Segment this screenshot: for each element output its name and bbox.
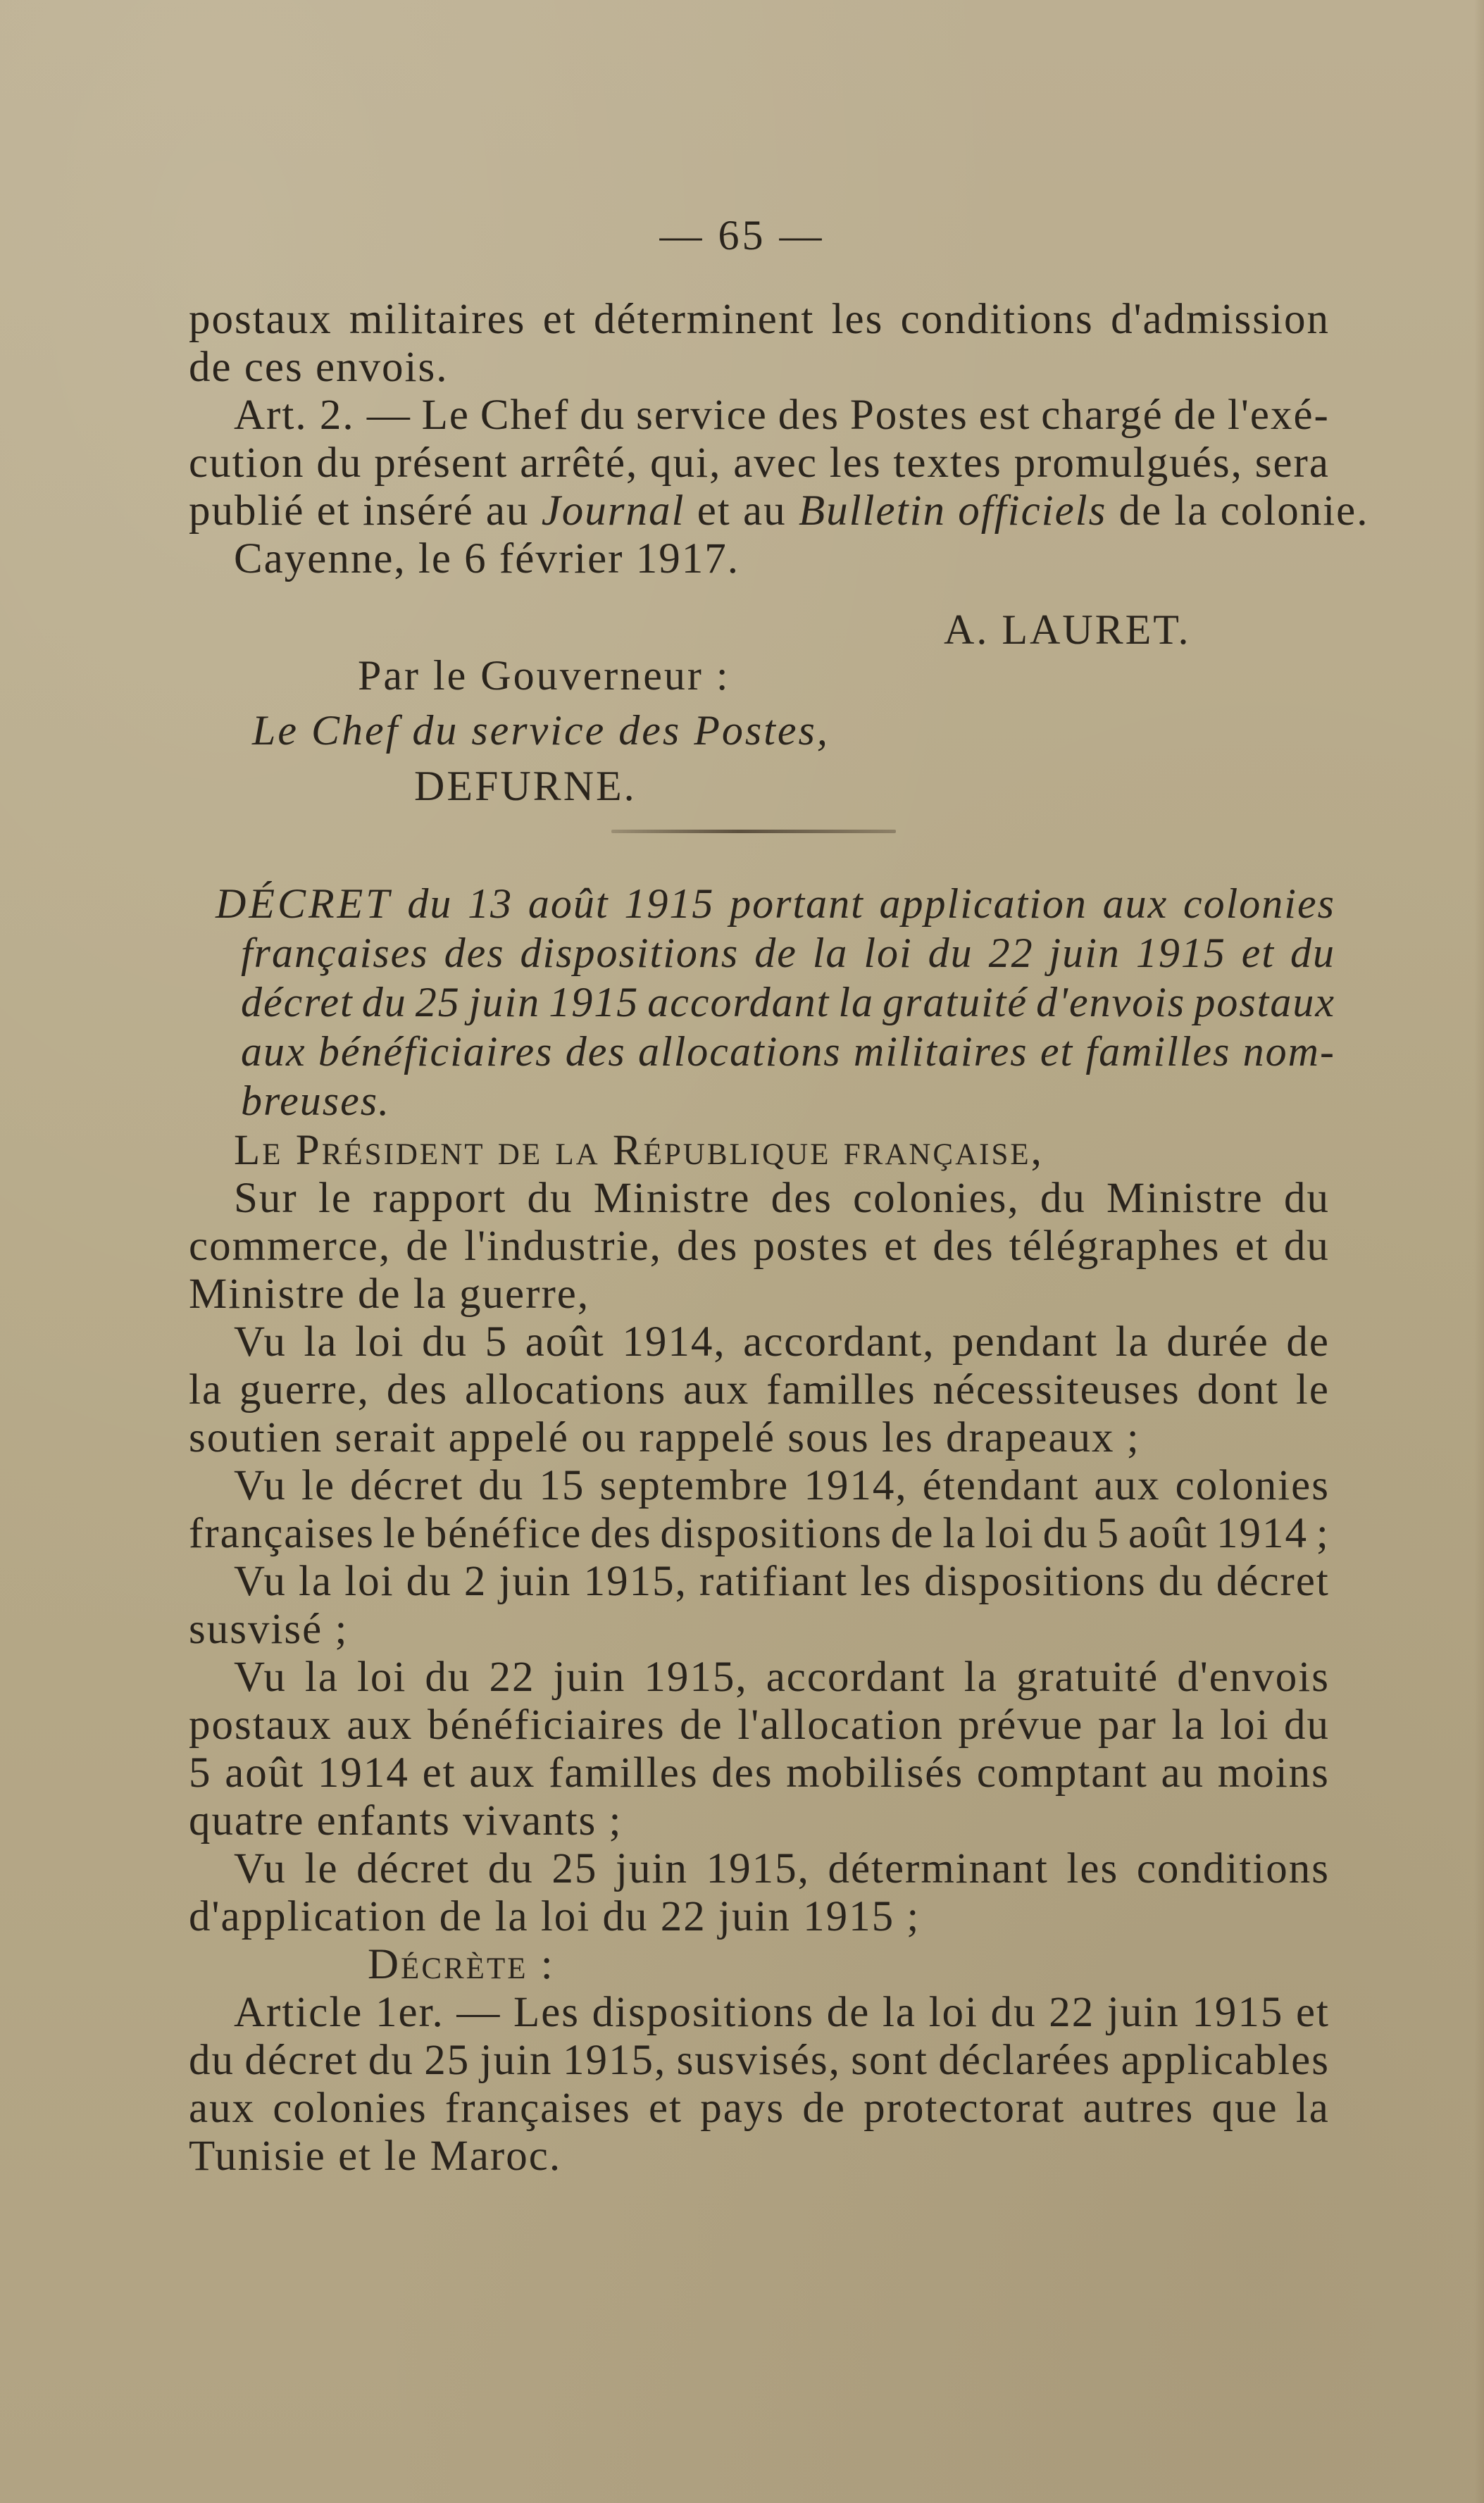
article-1 bbox=[189, 1989, 1330, 2180]
signatory: A. LAURET. bbox=[944, 606, 1191, 653]
decree-heading bbox=[216, 879, 1335, 1125]
consideration-1-line-1: Sur le rapport du Ministre des colonies, du Ministre du bbox=[234, 1175, 1330, 1222]
consideration-1-last-line: Ministre de la guerre, bbox=[189, 1271, 590, 1318]
article-1-line-1: Article 1er. — Les dispositions de la loi du 22 juin 1915 et bbox=[234, 1989, 1330, 2036]
article-2-line-2: cution du présent arrêté, qui, avec les textes promulgués, sera bbox=[189, 439, 1330, 487]
decree-heading-line-2: françaises des dispositions de la loi du 22 juin 1915 et du bbox=[241, 930, 1335, 976]
decree-heading-line-1: DÉCRET du 13 août 1915 portant application aux colonies bbox=[216, 880, 1335, 927]
president-line: Le Président de la République française, bbox=[234, 1127, 1044, 1174]
consideration-5-line-2: postaux aux bénéficiaires de l'allocation prévue par la loi du bbox=[189, 1702, 1330, 1749]
decree-body bbox=[189, 1127, 1330, 2180]
chief-name: DEFURNE. bbox=[414, 763, 637, 809]
continuation-line-2: de ces envois. bbox=[189, 344, 449, 391]
arrete-ending bbox=[189, 296, 1369, 583]
consideration-5-line-3: 5 août 1914 et aux familles des mobilisés comptant au moins bbox=[189, 1749, 1330, 1797]
consideration-2-line-1: Vu la loi du 5 août 1914, accordant, pendant la durée de bbox=[234, 1318, 1330, 1366]
decree-heading-line-4: aux bénéficiaires des allocations militaires et familles nom- bbox=[241, 1028, 1335, 1075]
chief-title: Le Chef du service des Postes, bbox=[252, 707, 830, 754]
place-date: Cayenne, le 6 février 1917. bbox=[234, 535, 740, 582]
article-1-line-3: aux colonies françaises et pays de protectorat autres que la bbox=[189, 2085, 1330, 2132]
consideration-5-last-line: quatre enfants vivants ; bbox=[189, 1797, 623, 1845]
section-divider bbox=[611, 830, 896, 833]
article-2-line-1: Art. 2. — Le Chef du service des Postes est chargé de l'exé- bbox=[234, 392, 1330, 439]
decrees-label: Décrète : bbox=[368, 1941, 555, 1988]
decree-heading-line-5: breuses. bbox=[241, 1078, 391, 1124]
by-governor: Par le Gouverneur : bbox=[358, 652, 730, 699]
consideration-1-line-2: commerce, de l'industrie, des postes et des télégraphes et du bbox=[189, 1223, 1330, 1270]
consideration-2-last-line: soutien serait appelé ou rappelé sous les drapeaux ; bbox=[189, 1414, 1140, 1461]
considerations bbox=[189, 1175, 1330, 1941]
consideration-4-last-line: susvisé ; bbox=[189, 1606, 349, 1653]
article-2-line-3: publié et inséré au Journal et au Bulletin officiels de la colonie. bbox=[189, 487, 1369, 535]
consideration-5-line-1: Vu la loi du 22 juin 1915, accordant la gratuité d'envois bbox=[234, 1654, 1330, 1701]
consideration-3-line-1: Vu le décret du 15 septembre 1914, étendant aux colonies bbox=[234, 1462, 1330, 1509]
decree-heading-line-3: décret du 25 juin 1915 accordant la gratuité d'envois postaux bbox=[241, 979, 1335, 1025]
page-number: — 65 — bbox=[659, 212, 825, 258]
article-1-line-2: du décret du 25 juin 1915, susvisés, sont déclarées applicables bbox=[189, 2037, 1330, 2084]
continuation-line-1: postaux militaires et déterminent les conditions d'admission bbox=[189, 296, 1330, 343]
consideration-6-line-1: Vu le décret du 25 juin 1915, déterminant les conditions bbox=[234, 1845, 1330, 1892]
consideration-6-last-line: d'application de la loi du 22 juin 1915 ; bbox=[189, 1893, 921, 1940]
consideration-3-line-2: françaises le bénéfice des dispositions de la loi du 5 août 1914 ; bbox=[189, 1510, 1330, 1557]
paper-edge-shadow bbox=[1474, 0, 1484, 2503]
consideration-2-line-2: la guerre, des allocations aux familles nécessiteuses dont le bbox=[189, 1366, 1330, 1413]
article-1-last-line: Tunisie et le Maroc. bbox=[189, 2133, 562, 2180]
consideration-4-line-1: Vu la loi du 2 juin 1915, ratifiant les dispositions du décret bbox=[234, 1558, 1330, 1605]
